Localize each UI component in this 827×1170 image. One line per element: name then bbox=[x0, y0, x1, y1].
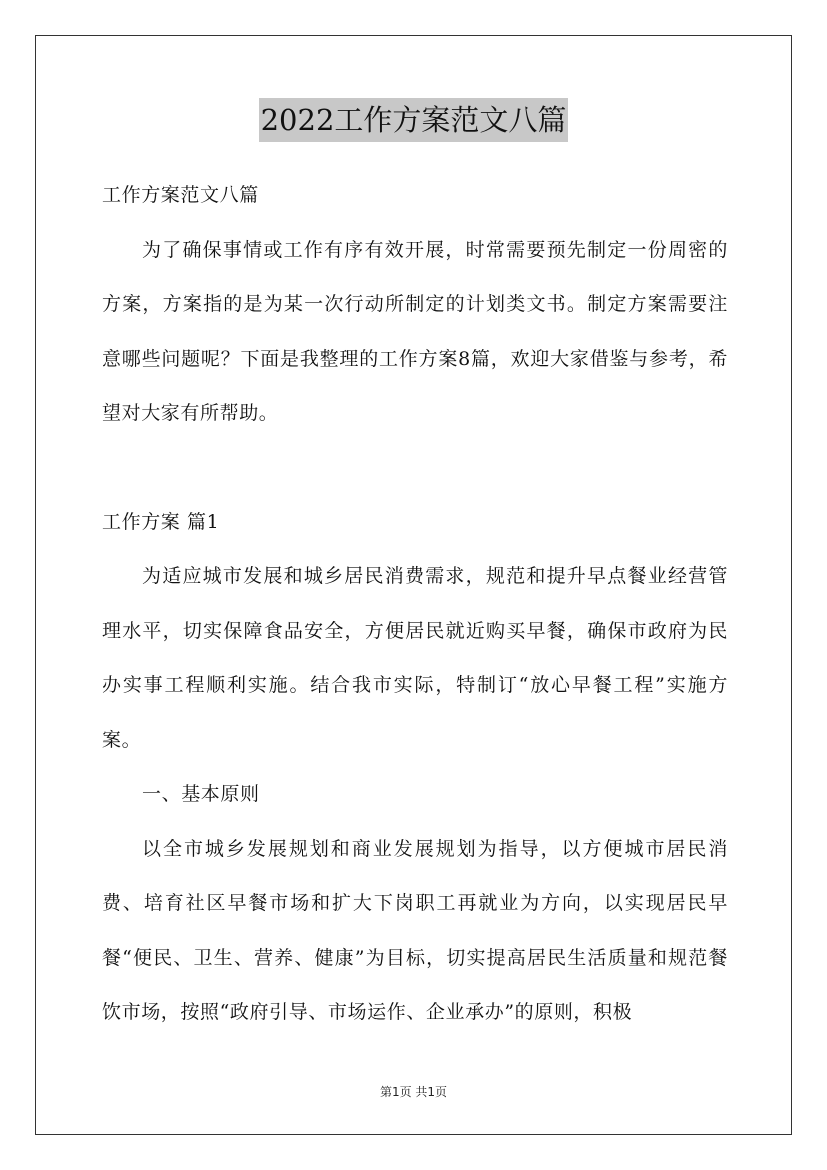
document-body bbox=[102, 168, 728, 1040]
title-container bbox=[0, 98, 827, 142]
section-paragraph-2: 以全市城乡发展规划和商业发展规划为指导，以方便城市居民消费、培育社区早餐市场和扩大下岗职工再就业为方向，以实现居民早餐“便民、卫生、营养、健康”为目标，切实提高居民生活质量和规范餐饮市场，按照“政府引导、市场运作、企业承办”的原则，积极 bbox=[102, 837, 728, 1023]
paragraph-gap bbox=[102, 441, 728, 495]
section-heading: 工作方案 篇1 bbox=[102, 510, 220, 533]
intro-paragraph: 为了确保事情或工作有序有效开展，时常需要预先制定一份周密的方案，方案指的是为某一次行动所制定的计划类文书。制定方案需要注意哪些问题呢？下面是我整理的工作方案8篇，欢迎大家借鉴与参考，希望对大家有所帮助。 bbox=[102, 238, 728, 424]
principle-heading: 一、基本原则 bbox=[142, 783, 260, 805]
section-paragraph-1: 为适应城市发展和城乡居民消费需求，规范和提升早点餐业经营管理水平，切实保障食品安全，方便居民就近购买早餐，确保市政府为民办实事工程顺利实施。结合我市实际，特制订“放心早餐工程”实施方案。 bbox=[102, 565, 728, 751]
document-title: 2022工作方案范文八篇 bbox=[259, 98, 569, 142]
page-footer: 第1页 共1页 bbox=[379, 1085, 448, 1099]
document-subtitle: 工作方案范文八篇 bbox=[102, 184, 259, 206]
